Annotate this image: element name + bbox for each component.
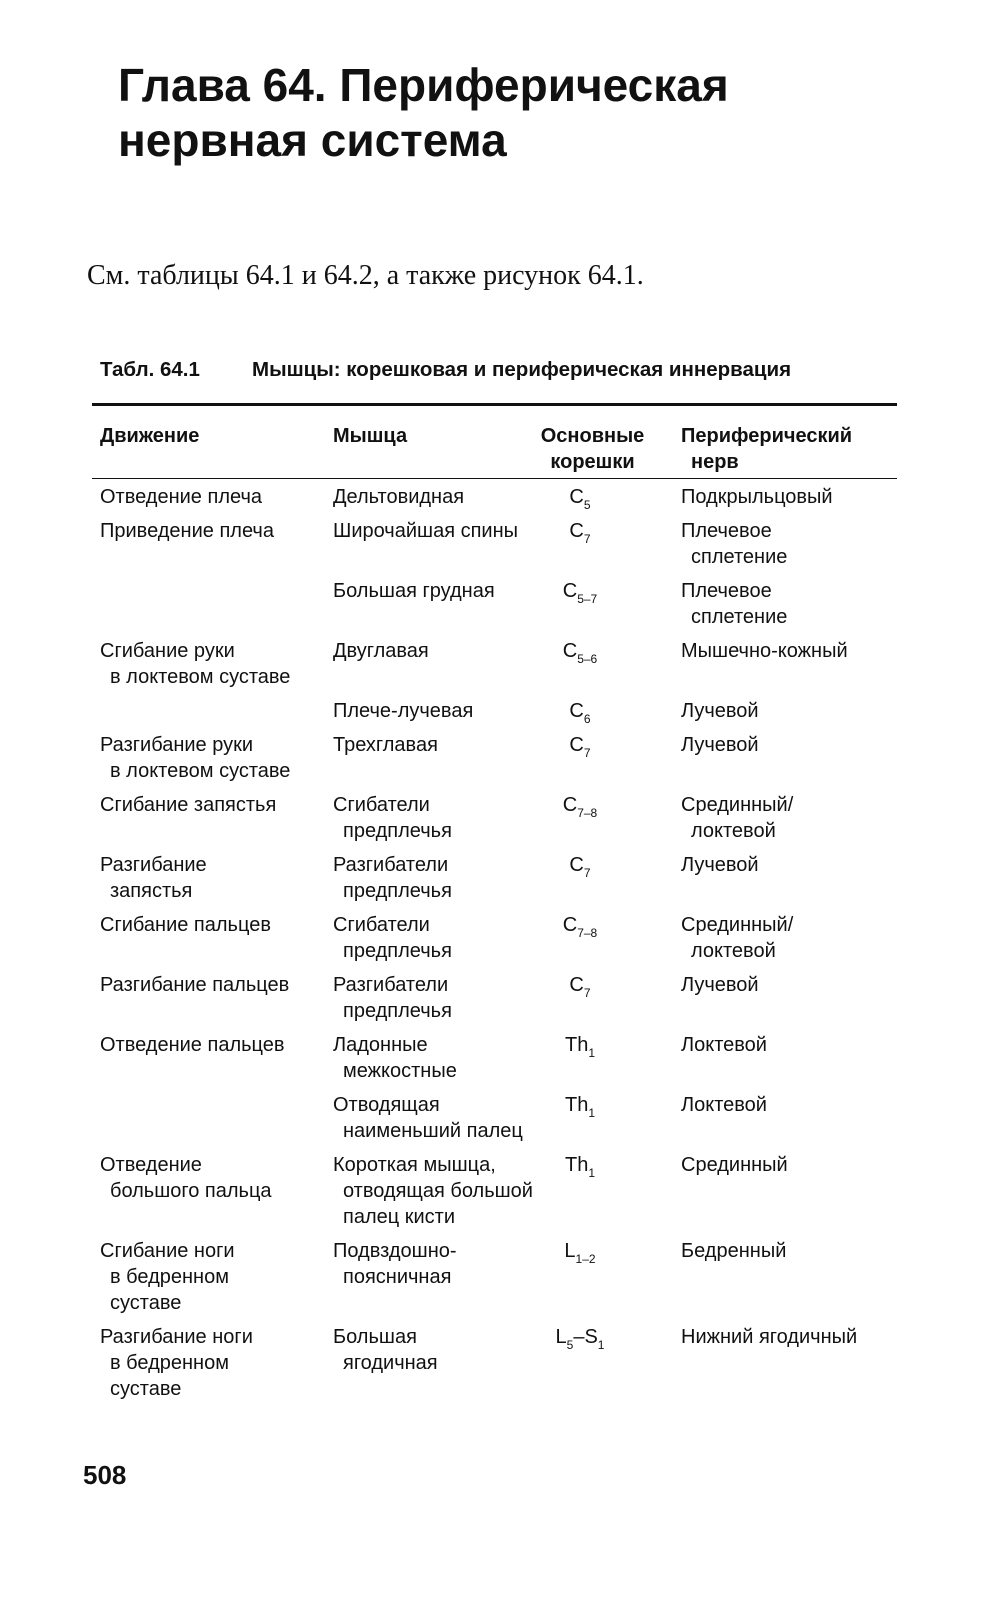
root-subscript: 7 — [583, 866, 591, 880]
movement-cell — [100, 1324, 330, 1402]
nerve-cell-line: Срединный/ — [681, 794, 794, 816]
movement-cell — [100, 972, 330, 998]
nerve-cell-line: Лучевой — [681, 734, 759, 756]
muscle-cell-line: палец кисти — [343, 1206, 456, 1228]
nerve-cell — [681, 792, 981, 844]
root-letter: C — [562, 794, 578, 816]
muscle-cell-line: Дельтовидная — [333, 486, 465, 508]
root-subscript: 1 — [588, 1046, 596, 1060]
movement-cell — [100, 732, 330, 784]
table-row — [0, 912, 990, 972]
muscle-cell-line: Разгибатели — [333, 854, 449, 876]
root-cell — [545, 698, 615, 726]
muscle-cell — [333, 1324, 563, 1376]
header-muscle: Мышца — [333, 425, 408, 447]
nerve-cell — [681, 698, 981, 724]
root-subscript: 6 — [583, 712, 591, 726]
muscle-cell — [333, 1092, 563, 1144]
root-cell — [545, 732, 615, 760]
nerve-cell-line: Срединный — [681, 1154, 788, 1176]
movement-cell-line: Разгибание руки — [100, 734, 254, 756]
table-row — [0, 972, 990, 1032]
root-cell — [545, 1152, 615, 1180]
movement-cell-line: Разгибание — [100, 854, 207, 876]
nerve-cell-line: сплетение — [691, 546, 788, 568]
root-subscript: 1 — [597, 1338, 605, 1352]
movement-cell-line: Отведение — [100, 1154, 202, 1176]
root-cell — [545, 1032, 615, 1060]
table-row — [0, 792, 990, 852]
root-letter: L — [564, 1240, 576, 1262]
muscle-cell-line: Ладонные — [333, 1034, 428, 1056]
chapter-title-line: нервная система — [118, 114, 507, 166]
root-letter: C — [569, 854, 584, 876]
root-letter: Th — [564, 1094, 589, 1116]
muscle-cell — [333, 578, 563, 604]
page-number: 508 — [83, 1460, 127, 1490]
header-nerve-line: нерв — [691, 451, 739, 473]
header-nerve — [681, 423, 852, 475]
table-body — [0, 484, 990, 1410]
movement-cell — [100, 1238, 330, 1316]
muscle-cell-line: предплечья — [343, 1000, 452, 1022]
muscle-cell-line: Подвздошно- — [333, 1240, 457, 1262]
muscle-cell-line: предплечья — [343, 820, 452, 842]
root-cell — [545, 484, 615, 512]
movement-cell-line: суставе — [110, 1292, 182, 1314]
intro-text: См. таблицы 64.1 и 64.2, а также рисунок 64.1. — [87, 260, 644, 291]
movement-cell-line: в локтевом суставе — [110, 760, 291, 782]
nerve-cell-line: Срединный/ — [681, 914, 794, 936]
nerve-cell-line: Мышечно-кожный — [681, 640, 848, 662]
nerve-cell-line: Плечевое — [681, 520, 772, 542]
nerve-cell-line: Нижний ягодичный — [681, 1326, 858, 1348]
nerve-cell — [681, 732, 981, 758]
root-subscript: 7 — [583, 746, 591, 760]
root-subscript: 5–7 — [577, 592, 598, 606]
root-letter: L — [555, 1326, 567, 1348]
nerve-cell — [681, 1324, 981, 1350]
root-subscript: 1 — [588, 1166, 596, 1180]
movement-cell-line: Отведение плеча — [100, 486, 262, 508]
muscle-cell — [333, 912, 563, 964]
muscle-cell-line: предплечья — [343, 880, 452, 902]
movement-cell-line: Разгибание пальцев — [100, 974, 290, 996]
nerve-cell — [681, 518, 981, 570]
root-cell — [545, 972, 615, 1000]
chapter-title-line: Глава 64. Периферическая — [118, 59, 729, 111]
root-letter: C — [562, 640, 578, 662]
nerve-cell — [681, 1238, 981, 1264]
header-movement: Движение — [100, 425, 200, 447]
root-subscript: 1–2 — [575, 1252, 596, 1266]
movement-cell — [100, 1032, 330, 1058]
muscle-cell-line: Двуглавая — [333, 640, 429, 662]
root-letter: Th — [564, 1154, 589, 1176]
muscle-cell — [333, 972, 563, 1024]
muscle-cell-line: Короткая мышца, — [333, 1154, 496, 1176]
root-letter: C — [569, 974, 584, 996]
nerve-cell-line: Локтевой — [681, 1094, 767, 1116]
table-row — [0, 1032, 990, 1092]
muscle-cell-line: Сгибатели — [333, 914, 430, 936]
nerve-cell — [681, 1152, 981, 1178]
root-subscript: 7 — [583, 532, 591, 546]
table-row — [0, 852, 990, 912]
muscle-cell-line: Разгибатели — [333, 974, 449, 996]
root-subscript: 7–8 — [577, 806, 598, 820]
muscle-cell-line: межкостные — [343, 1060, 457, 1082]
nerve-cell — [681, 638, 981, 664]
table-row — [0, 578, 990, 638]
nerve-cell-line: Локтевой — [681, 1034, 767, 1056]
nerve-cell — [681, 912, 981, 964]
root-subscript: 5 — [566, 1338, 574, 1352]
movement-cell-line: большого пальца — [110, 1180, 272, 1202]
chapter-title — [118, 58, 938, 168]
root-cell — [545, 578, 615, 606]
root-cell — [545, 912, 615, 940]
muscle-cell — [333, 852, 563, 904]
header-nerve-line: Периферический — [681, 425, 853, 447]
nerve-cell — [681, 1032, 981, 1058]
nerve-cell-line: Лучевой — [681, 700, 759, 722]
muscle-cell — [333, 792, 563, 844]
movement-cell-line: запястья — [110, 880, 193, 902]
muscle-cell-line: поясничная — [343, 1266, 452, 1288]
movement-cell — [100, 638, 330, 690]
muscle-cell-line: наименьший палец — [343, 1120, 523, 1142]
muscle-cell-line: Большая грудная — [333, 580, 495, 602]
table-header-rule — [92, 478, 897, 479]
nerve-cell — [681, 578, 981, 630]
nerve-cell-line: Лучевой — [681, 974, 759, 996]
movement-cell-line: Приведение плеча — [100, 520, 274, 542]
table-row — [0, 1238, 990, 1324]
table-row — [0, 732, 990, 792]
nerve-cell — [681, 972, 981, 998]
muscle-cell — [333, 698, 563, 724]
root-cell — [545, 1324, 615, 1352]
table-row — [0, 1152, 990, 1238]
table-row — [0, 698, 990, 732]
movement-cell-line: суставе — [110, 1378, 182, 1400]
root-cell — [545, 1238, 615, 1266]
muscle-cell — [333, 1238, 563, 1290]
muscle-cell — [333, 1152, 563, 1230]
muscle-cell-line: отводящая большой — [343, 1180, 533, 1202]
muscle-cell — [333, 1032, 563, 1084]
movement-cell-line: Отведение пальцев — [100, 1034, 285, 1056]
nerve-cell-line: Плечевое — [681, 580, 772, 602]
table-row — [0, 484, 990, 518]
table-row — [0, 518, 990, 578]
movement-cell — [100, 852, 330, 904]
nerve-cell-line: Бедренный — [681, 1240, 787, 1262]
nerve-cell-line: локтевой — [691, 820, 776, 842]
table-caption-title: Мышцы: корешковая и периферическая иннервация — [252, 358, 792, 381]
root-letter: –S — [573, 1326, 598, 1348]
muscle-cell-line: Отводящая — [333, 1094, 440, 1116]
nerve-cell-line: локтевой — [691, 940, 776, 962]
table-caption-number: Табл. 64.1 — [100, 358, 200, 381]
muscle-cell-line: Сгибатели — [333, 794, 430, 816]
movement-cell — [100, 484, 330, 510]
nerve-cell — [681, 852, 981, 878]
root-subscript: 7 — [583, 986, 591, 1000]
movement-cell-line: Сгибание руки — [100, 640, 235, 662]
movement-cell — [100, 912, 330, 938]
root-cell — [545, 852, 615, 880]
muscle-cell — [333, 732, 563, 758]
table-row — [0, 1324, 990, 1410]
root-letter: C — [562, 580, 578, 602]
movement-cell — [100, 1152, 330, 1204]
header-roots-line: корешки — [550, 451, 635, 473]
muscle-cell — [333, 638, 563, 664]
movement-cell-line: Сгибание запястья — [100, 794, 277, 816]
root-cell — [545, 518, 615, 546]
root-cell — [545, 792, 615, 820]
root-letter: Th — [564, 1034, 589, 1056]
root-subscript: 5–6 — [577, 652, 598, 666]
nerve-cell-line: Подкрыльцовый — [681, 486, 833, 508]
root-cell — [545, 1092, 615, 1120]
movement-cell-line: Сгибание ноги — [100, 1240, 235, 1262]
movement-cell-line: в бедренном — [110, 1266, 229, 1288]
muscle-cell — [333, 484, 563, 510]
root-subscript: 1 — [588, 1106, 596, 1120]
root-letter: C — [569, 520, 584, 542]
muscle-cell — [333, 518, 563, 544]
root-cell — [545, 638, 615, 666]
movement-cell — [100, 792, 330, 818]
muscle-cell-line: Широчайшая спины — [333, 520, 518, 542]
table-top-rule — [92, 403, 897, 406]
muscle-cell-line: Большая — [333, 1326, 417, 1348]
muscle-cell-line: Трехглавая — [333, 734, 438, 756]
header-roots-line: Основные — [540, 425, 645, 447]
muscle-cell-line: ягодичная — [343, 1352, 438, 1374]
root-letter: C — [569, 486, 584, 508]
muscle-cell-line: предплечья — [343, 940, 452, 962]
movement-cell-line: в локтевом суставе — [110, 666, 291, 688]
root-letter: C — [562, 914, 578, 936]
nerve-cell — [681, 484, 981, 510]
movement-cell — [100, 518, 330, 544]
muscle-cell-line: Плече-лучевая — [333, 700, 474, 722]
root-subscript: 7–8 — [577, 926, 598, 940]
root-letter: C — [569, 734, 584, 756]
movement-cell-line: Разгибание ноги — [100, 1326, 253, 1348]
nerve-cell — [681, 1092, 981, 1118]
table-row — [0, 638, 990, 698]
header-roots — [520, 423, 665, 475]
root-letter: C — [569, 700, 584, 722]
nerve-cell-line: Лучевой — [681, 854, 759, 876]
movement-cell-line: в бедренном — [110, 1352, 229, 1374]
movement-cell-line: Сгибание пальцев — [100, 914, 271, 936]
table-row — [0, 1092, 990, 1152]
nerve-cell-line: сплетение — [691, 606, 788, 628]
root-subscript: 5 — [583, 498, 591, 512]
